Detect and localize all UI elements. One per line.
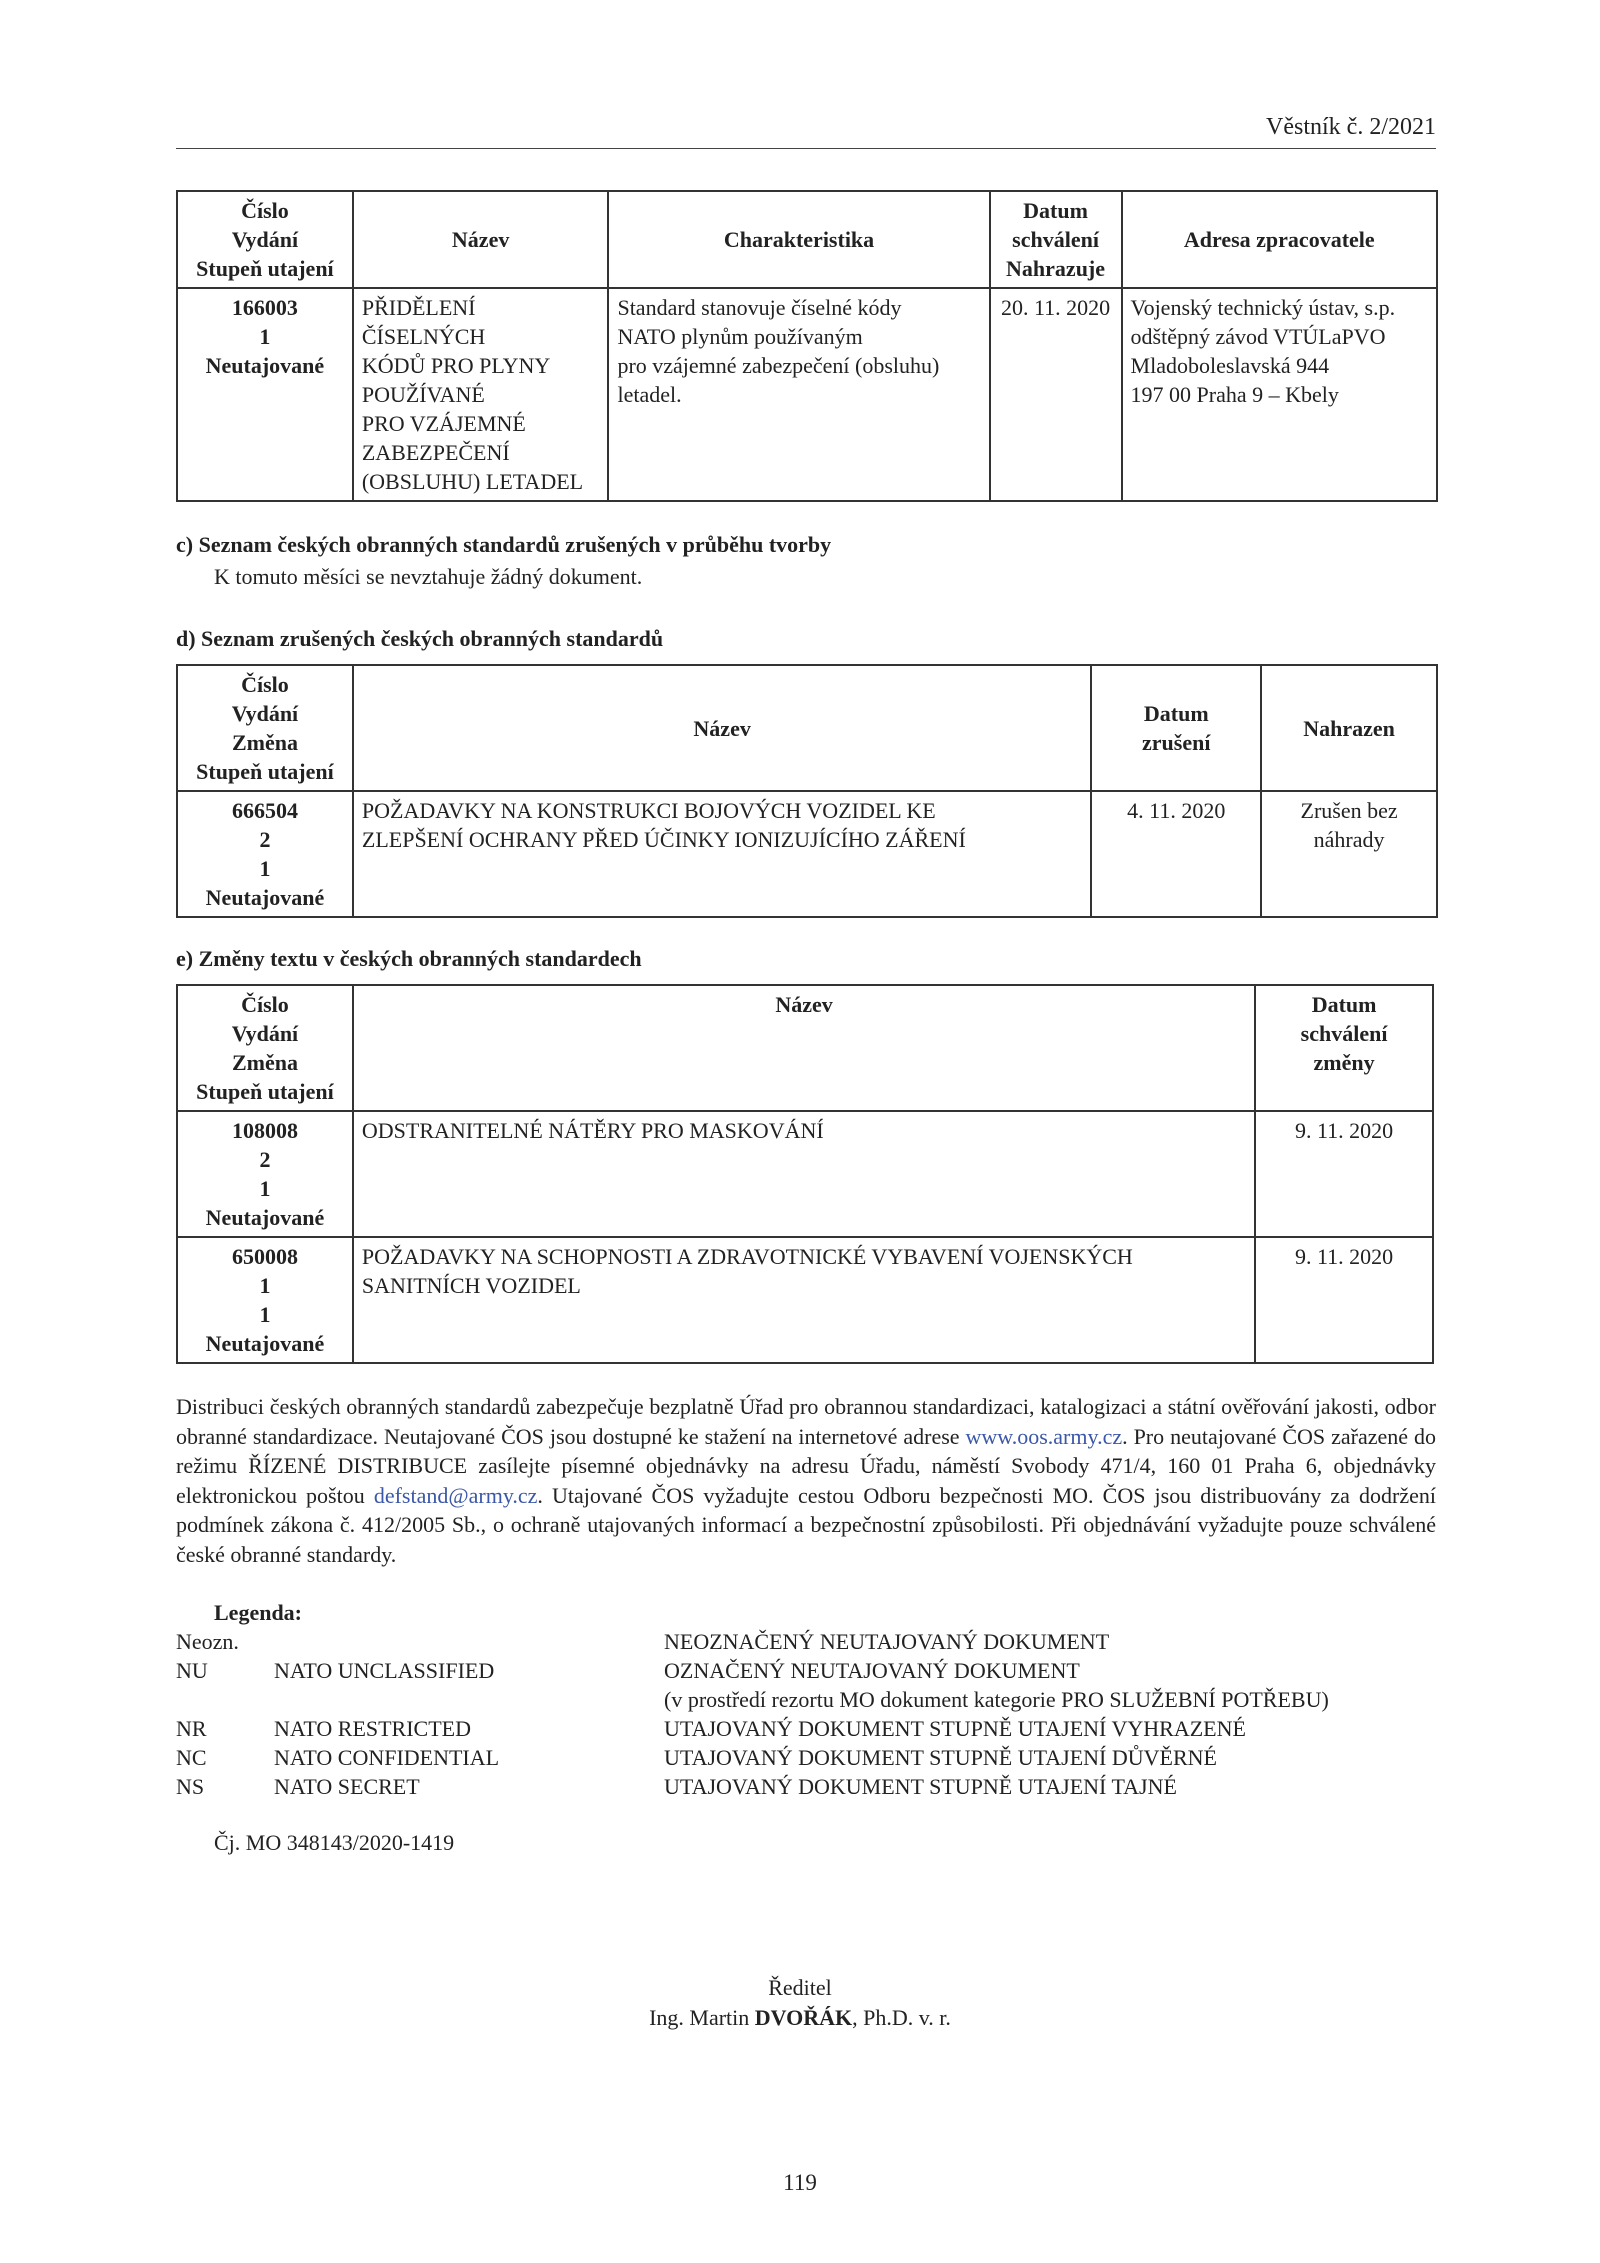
page-number: 119: [783, 2170, 817, 2195]
legend-row: (v prostředí rezortu MO dokument kategorie PRO SLUŽEBNÍ POTŘEBU): [664, 1687, 1329, 1712]
header-name: Název: [353, 665, 1091, 791]
row-number: 166003 1 Neutajované: [177, 288, 353, 501]
table-header-row: [177, 665, 1437, 791]
header-number: Číslo Vydání Stupeň utajení: [177, 191, 353, 288]
section-c-text: K tomuto měsíci se nevztahuje žádný dokument.: [214, 564, 643, 589]
section-d-title: d) Seznam zrušených českých obranných standardů: [176, 626, 664, 651]
row-name: ODSTRANITELNÉ NÁTĚRY PRO MASKOVÁNÍ: [353, 1111, 1255, 1237]
row-address: Vojenský technický ústav, s.p. odštěpný závod VTÚLaPVO Mladoboleslavská 944 197 00 Praha 9 – Kbely: [1122, 288, 1437, 501]
signature-role: Ředitel: [768, 1975, 832, 2000]
journal-title: Věstník č. 2/2021: [1266, 114, 1436, 140]
row-replaced: Zrušen bez náhrady: [1261, 791, 1437, 917]
row-date: 20. 11. 2020: [990, 288, 1122, 501]
legend-row: NU NATO UNCLASSIFIED OZNAČENÝ NEUTAJOVANÝ DOKUMENT: [176, 1658, 1080, 1683]
signature-name: Ing. Martin DVOŘÁK, Ph.D. v. r.: [649, 2005, 951, 2030]
header-number: Číslo Vydání Změna Stupeň utajení: [177, 985, 353, 1111]
cancelled-standards-table: [176, 664, 1438, 918]
row-number: 666504 2 1 Neutajované: [177, 791, 353, 917]
legend: [176, 1598, 1436, 1801]
header-characteristic: Charakteristika: [608, 191, 989, 288]
table-row: [177, 791, 1437, 917]
header-number: Číslo Vydání Změna Stupeň utajení: [177, 665, 353, 791]
legend-title: Legenda:: [214, 1600, 302, 1625]
page-header: [176, 108, 1436, 149]
header-replaced: Nahrazen: [1261, 665, 1437, 791]
legend-row: NS NATO SECRET UTAJOVANÝ DOKUMENT STUPNĚ UTAJENÍ TAJNÉ: [176, 1774, 1177, 1799]
row-number: 108008 2 1 Neutajované: [177, 1111, 353, 1237]
header-name: Název: [353, 985, 1255, 1111]
reference-number: Čj. MO 348143/2020-1419: [214, 1830, 455, 1855]
row-name: PŘIDĚLENÍ ČÍSELNÝCH KÓDŮ PRO PLYNY POUŽÍVANÉ PRO VZÁJEMNÉ ZABEZPEČENÍ (OBSLUHU) LETADEL: [353, 288, 609, 501]
header-name: Název: [353, 191, 609, 288]
header-date: Datum schválení Nahrazuje: [990, 191, 1122, 288]
row-name: POŽADAVKY NA SCHOPNOSTI A ZDRAVOTNICKÉ VYBAVENÍ VOJENSKÝCH SANITNÍCH VOZIDEL: [353, 1237, 1255, 1363]
row-number: 650008 1 1 Neutajované: [177, 1237, 353, 1363]
header-date: Datum schválení změny: [1255, 985, 1433, 1111]
table-row: [177, 288, 1437, 501]
section-e-title: e) Změny textu v českých obranných standardech: [176, 946, 642, 971]
distribution-paragraph: Distribuci českých obranných standardů zabezpečuje bezplatně Úřad pro obrannou standardizaci, katalogizaci a státní ověřování jakosti, odbor obranné standardizace. Neutajované ČOS jsou dostupné ke stažení na internetové adrese www.oos.army.cz. Pro neutajované ČOS zařazené do režimu ŘÍZENÉ DISTRIBUCE zasílejte písemné objednávky na adresu Úřadu, náměstí Svobody 471/4, 160 01 Praha 6, objednávky elektronickou poštou defstand@army.cz. Utajované ČOS vyžadujte cestou Odboru bezpečnosti MO. ČOS jsou distribuovány za dodržení podmínek zákona č. 412/2005 Sb., o ochraně utajovaných informací a bezpečnostní způsobilosti. Při objednávání vyžadujte pouze schválené české obranné standardy.: [176, 1394, 1436, 1567]
row-date: 9. 11. 2020: [1255, 1237, 1433, 1363]
standards-table: [176, 190, 1438, 502]
table-row: [177, 1111, 1433, 1237]
table-header-row: [177, 191, 1437, 288]
row-characteristic: Standard stanovuje číselné kódy NATO plynům používaným pro vzájemné zabezpečení (obsluhu) letadel.: [608, 288, 989, 501]
text-changes-table: [176, 984, 1434, 1364]
section-c-title: c) Seznam českých obranných standardů zrušených v průběhu tvorby: [176, 532, 832, 557]
row-date: 9. 11. 2020: [1255, 1111, 1433, 1237]
oos-website-link[interactable]: www.oos.army.cz: [965, 1423, 1123, 1449]
header-address: Adresa zpracovatele: [1122, 191, 1437, 288]
header-date: Datum zrušení: [1091, 665, 1261, 791]
table-row: [177, 1237, 1433, 1363]
legend-row: Neozn. NEOZNAČENÝ NEUTAJOVANÝ DOKUMENT: [176, 1629, 1110, 1654]
row-name: POŽADAVKY NA KONSTRUKCI BOJOVÝCH VOZIDEL KE ZLEPŠENÍ OCHRANY PŘED ÚČINKY IONIZUJÍCÍHO ZÁŘENÍ: [353, 791, 1091, 917]
legend-row: NR NATO RESTRICTED UTAJOVANÝ DOKUMENT STUPNĚ UTAJENÍ VYHRAZENÉ: [176, 1716, 1246, 1741]
row-date: 4. 11. 2020: [1091, 791, 1261, 917]
defstand-email-link[interactable]: defstand@army.cz: [373, 1482, 538, 1508]
table-header-row: [177, 985, 1433, 1111]
legend-row: NC NATO CONFIDENTIAL UTAJOVANÝ DOKUMENT STUPNĚ UTAJENÍ DŮVĚRNÉ: [176, 1745, 1217, 1770]
